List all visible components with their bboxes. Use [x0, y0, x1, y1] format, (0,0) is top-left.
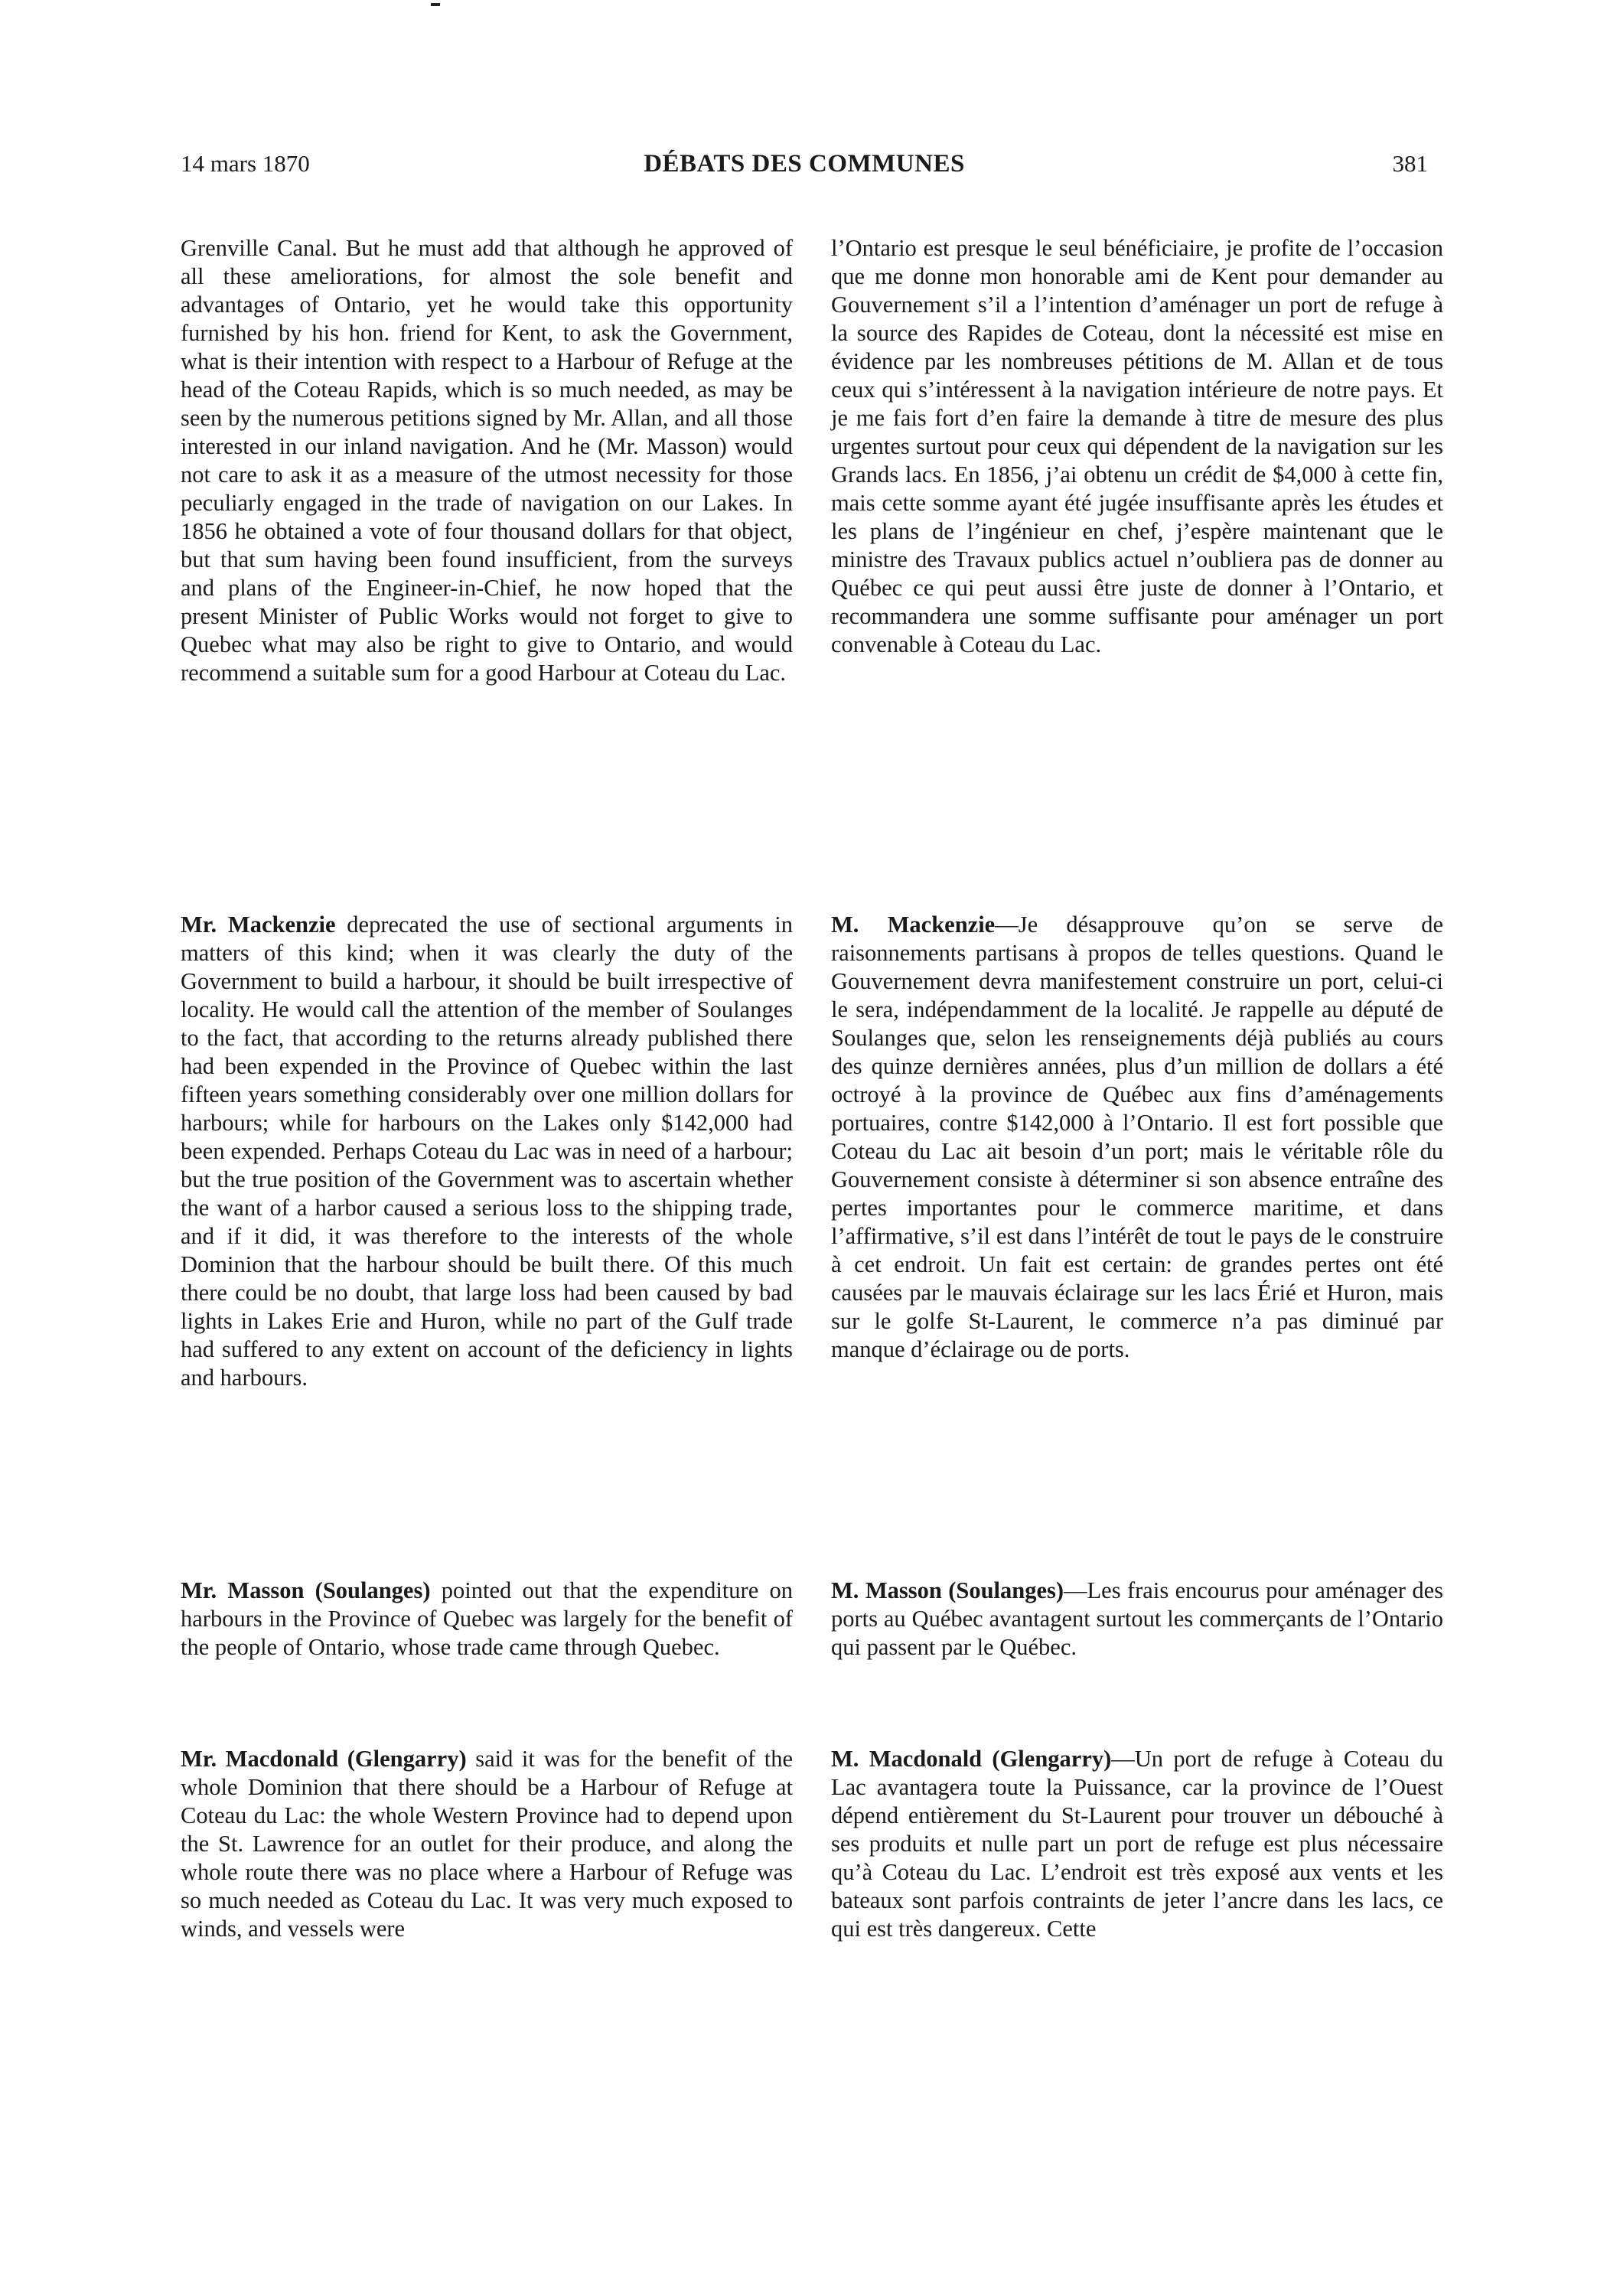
scan-mark: [431, 3, 440, 6]
speaker-name: Mr. Macdonald (Glengarry): [181, 1746, 467, 1772]
english-paragraph-1: [181, 234, 793, 687]
paragraph-text: Grenville Canal. But he must add that although he approved of all these ameliorations, for almost the sole benefit and advantages of Ontario, yet he would take this opportunity furnished by his hon. friend for Kent, to ask the Government, what is their intention with respect to a Harbour of Refuge at the head of the Coteau Rapids, which is so much needed, as may be seen by the numerous petitions signed by Mr. Allan, and all those interested in our inland navigation. And he (Mr. Masson) would not care to ask it as a measure of the utmost necessity for those peculiarly engaged in the trade of navigation on our Lakes. In 1856 he obtained a vote of four thousand dollars for that object, but that sum having been found insufficient, from the surveys and plans of the Engineer-in-Chief, he now hoped that the present Minister of Public Works would not forget to give to Quebec what may also be right to give to Ontario, and would recommend a suitable sum for a good Harbour at Coteau du Lac.: [181, 235, 793, 686]
header-date: 14 mars 1870: [181, 150, 310, 177]
page-header: [181, 150, 1428, 187]
english-paragraph-4: [181, 1745, 793, 1943]
paragraph-text: pointed out that the expenditure on harbours in the Province of Quebec was largely for the benefit of the people of Ontario, whose trade came through Quebec.: [181, 1577, 793, 1660]
french-paragraph-4: [831, 1745, 1443, 1943]
paragraph-text: —Un port de refuge à Coteau du Lac avantagera toute la Puissance, car la province de l’Ouest dépend entièrement du St-Laurent pour trouver un débouché à ses produits et nulle part un port de refuge est plus nécessaire qu’à Coteau du Lac. L’endroit est très exposé aux vents et les bateaux sont parfois contraints de jeter l’ancre dans les lacs, ce qui est très dangereux. Cette: [831, 1746, 1443, 1942]
speaker-name: M. Masson (Soulanges): [831, 1577, 1064, 1603]
paragraph-text: l’Ontario est presque le seul bénéficiaire, je profite de l’occasion que me donne mon honorable ami de Kent pour demander au Gouvernement s’il a l’intention d’aménager un port de refuge à la source des Rapides de Coteau, dont la nécessité est mise en évidence par les nombreuses pétitions de M. Allan et de tous ceux qui s’intéressent à la navigation intérieure de notre pays. Et je me fais fort d’en faire la demande à titre de mesure des plus urgentes surtout pour ceux qui dépendent de la navigation sur les Grands lacs. En 1856, j’ai obtenu un crédit de $4,000 à cette fin, mais cette somme ayant été jugée insuffisante après les études et les plans de l’ingénieur en chef, j’espère maintenant que le ministre des Travaux publics actuel n’oubliera pas de donner au Québec ce qui peut aussi être juste de donner à l’Ontario, et recommandera une somme suffisante pour aménager un port convenable à Coteau du Lac.: [831, 235, 1443, 657]
english-paragraph-3: [181, 1577, 793, 1662]
paragraph-text: —Les frais encourus pour aménager des ports au Québec avantagent surtout les commerçants de l’Ontario qui passent par le Québec.: [831, 1577, 1443, 1660]
paragraph-text: said it was for the benefit of the whole Dominion that there should be a Harbour of Refuge at Coteau du Lac: the whole Western Province had to depend upon the St. Lawrence for an outlet for their produce, and along the whole route there was no place where a Harbour of Refuge was so much needed as Coteau du Lac. It was very much exposed to winds, and vessels were: [181, 1746, 793, 1942]
english-paragraph-2: [181, 911, 793, 1392]
french-paragraph-3: [831, 1577, 1443, 1662]
french-paragraph-1: [831, 234, 1443, 659]
page-number: 381: [1392, 150, 1428, 177]
speaker-name: M. Macdonald (Glengarry): [831, 1746, 1112, 1772]
header-title: DÉBATS DES COMMUNES: [644, 150, 965, 178]
speaker-name: Mr. Mackenzie: [181, 912, 336, 938]
paragraph-text: —Je désapprouve qu’on se serve de raisonnements partisans à propos de telles questions. Quand le Gouvernement devra manifestement construire un port, celui-ci le sera, indépendamment de la localité. Je rappelle au député de Soulanges que, selon les renseignements déjà publiés au cours des quinze dernières années, plus d’un million de dollars a été octroyé à la province de Québec aux fins d’aménagements portuaires, contre $142,000 à l’Ontario. Il est fort possible que Coteau du Lac ait besoin d’un port; mais le véritable rôle du Gouvernement consiste à déterminer si son absence entraîne des pertes importantes pour le commerce maritime, et dans l’affirmative, s’il est dans l’intérêt de tout le pays de le construire à cet endroit. Un fait est certain: de grandes pertes ont été causées par le mauvais éclairage sur les lacs Érié et Huron, mais sur le golfe St-Laurent, le commerce n’a pas diminué par manque d’éclairage ou de ports.: [831, 912, 1444, 1362]
speaker-name: M. Mackenzie: [831, 912, 996, 938]
speaker-name: Mr. Masson (Soulanges): [181, 1577, 431, 1603]
paragraph-text: deprecated the use of sectional arguments in matters of this kind; when it was clearly the duty of the Government to build a harbour, it should be built irrespective of locality. He would call the attention of the member of Soulanges to the fact, that according to the returns already published there had been expended in the Province of Quebec within the last fifteen years something considerably over one million dollars for harbours; while for harbours on the Lakes only $142,000 had been expended. Perhaps Coteau du Lac was in need of a harbour; but the true position of the Government was to ascertain whether the want of a harbor caused a serious loss to the shipping trade, and if it did, it was therefore to the interests of the whole Dominion that the harbour should be built there. Of this much there could be no doubt, that large loss had been caused by bad lights in Lakes Erie and Huron, while no part of the Gulf trade had suffered to any extent on account of the deficiency in lights and harbours.: [181, 912, 793, 1391]
french-paragraph-2: [831, 911, 1443, 1364]
